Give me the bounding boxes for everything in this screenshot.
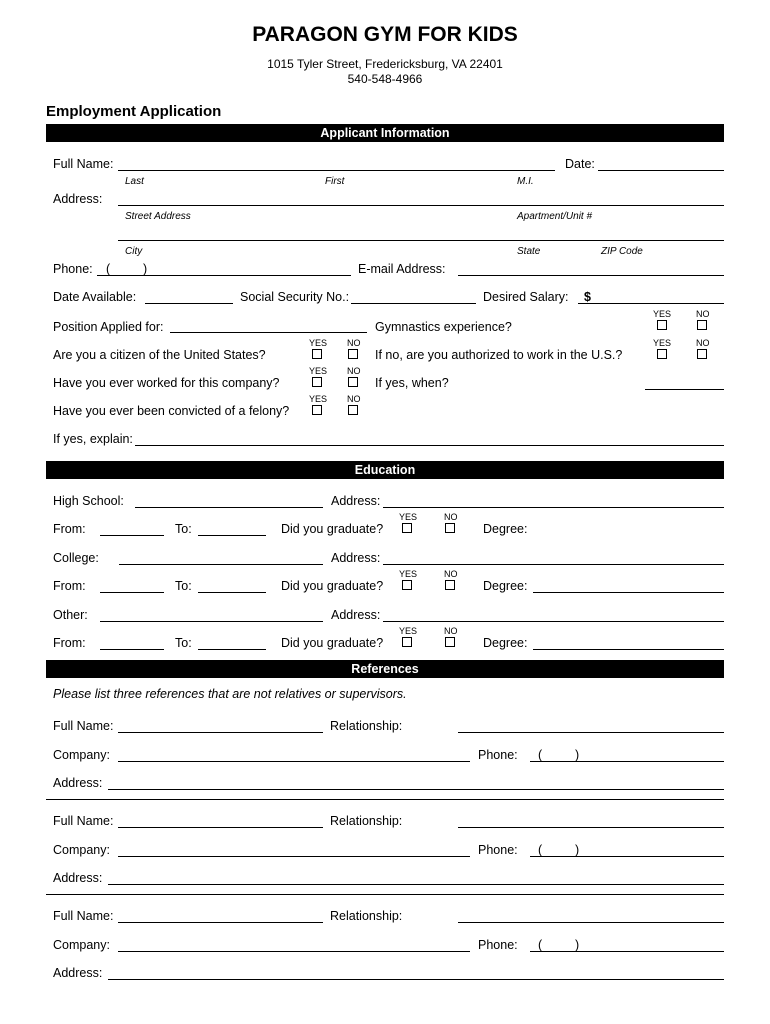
ref3-relationship-field[interactable] bbox=[458, 922, 724, 923]
auth-yes-label: YES bbox=[653, 338, 672, 348]
oth-degree-label: Degree: bbox=[483, 636, 528, 650]
ref2-relationship-field[interactable] bbox=[458, 827, 724, 828]
hs-no-label: NO bbox=[444, 512, 458, 522]
ref3-paren-open: ( bbox=[538, 938, 543, 952]
college-address-field[interactable] bbox=[383, 564, 724, 565]
worked-yes-label: YES bbox=[309, 366, 328, 376]
citizen-yes-label: YES bbox=[309, 338, 328, 348]
hs-yes-label: YES bbox=[399, 512, 418, 522]
oth-degree-field[interactable] bbox=[533, 649, 724, 650]
city-sublabel: City bbox=[125, 246, 143, 257]
oth-yes-label: YES bbox=[399, 626, 418, 636]
salary-field[interactable] bbox=[578, 303, 724, 304]
ref2-name-label: Full Name: bbox=[53, 814, 114, 828]
hs-graduate-yes-checkbox[interactable] bbox=[402, 523, 412, 533]
ref2-relationship-label: Relationship: bbox=[330, 814, 403, 828]
hs-graduate-no-checkbox[interactable] bbox=[445, 523, 455, 533]
date-available-field[interactable] bbox=[145, 303, 233, 304]
gymnastics-no-checkbox[interactable] bbox=[697, 320, 707, 330]
ref2-paren-open: ( bbox=[538, 843, 543, 857]
oth-to-field[interactable] bbox=[198, 649, 266, 650]
worked-label: Have you ever worked for this company? bbox=[53, 376, 280, 390]
other-address-label: Address: bbox=[331, 608, 381, 622]
hs-from-field[interactable] bbox=[100, 535, 164, 536]
ref1-paren-open: ( bbox=[538, 748, 543, 762]
col-to-label: To: bbox=[175, 579, 192, 593]
ref1-phone-label: Phone: bbox=[478, 748, 518, 762]
ssn-label: Social Security No.: bbox=[240, 290, 350, 304]
ref1-relationship-label: Relationship: bbox=[330, 719, 403, 733]
other-label: Other: bbox=[53, 608, 88, 622]
date-label: Date: bbox=[565, 157, 595, 171]
gym-yes-label: YES bbox=[653, 309, 672, 319]
ref1-company-field[interactable] bbox=[118, 761, 470, 762]
col-graduate-yes-checkbox[interactable] bbox=[402, 580, 412, 590]
ref2-address-label: Address: bbox=[53, 871, 103, 885]
position-label: Position Applied for: bbox=[53, 320, 164, 334]
citizen-no-label: NO bbox=[347, 338, 361, 348]
oth-graduate-yes-checkbox[interactable] bbox=[402, 637, 412, 647]
when-field[interactable] bbox=[645, 389, 724, 390]
col-to-field[interactable] bbox=[198, 592, 266, 593]
hs-from-label: From: bbox=[53, 522, 86, 536]
felony-yes-checkbox[interactable] bbox=[312, 405, 322, 415]
form-title: Employment Application bbox=[46, 103, 222, 120]
ref1-phone-field[interactable] bbox=[530, 761, 724, 762]
other-field[interactable] bbox=[100, 621, 323, 622]
ref3-phone-label: Phone: bbox=[478, 938, 518, 952]
col-no-label: NO bbox=[444, 569, 458, 579]
date-available-label: Date Available: bbox=[53, 290, 137, 304]
ref2-address-field[interactable] bbox=[108, 884, 724, 885]
oth-from-label: From: bbox=[53, 636, 86, 650]
felony-no-label: NO bbox=[347, 394, 361, 404]
worked-no-checkbox[interactable] bbox=[348, 377, 358, 387]
references-section-header: References bbox=[46, 660, 724, 678]
ref1-divider bbox=[46, 799, 724, 800]
worked-yes-checkbox[interactable] bbox=[312, 377, 322, 387]
oth-graduate-no-checkbox[interactable] bbox=[445, 637, 455, 647]
ref3-company-field[interactable] bbox=[118, 951, 470, 952]
ref1-relationship-field[interactable] bbox=[458, 732, 724, 733]
company-title: PARAGON GYM FOR KIDS bbox=[252, 23, 518, 46]
citizen-no-checkbox[interactable] bbox=[348, 349, 358, 359]
col-from-field[interactable] bbox=[100, 592, 164, 593]
col-from-label: From: bbox=[53, 579, 86, 593]
email-label: E-mail Address: bbox=[358, 262, 446, 276]
oth-no-label: NO bbox=[444, 626, 458, 636]
applicant-section-header: Applicant Information bbox=[46, 124, 724, 142]
col-degree-field[interactable] bbox=[533, 592, 724, 593]
ref3-relationship-label: Relationship: bbox=[330, 909, 403, 923]
oth-to-label: To: bbox=[175, 636, 192, 650]
last-sublabel: Last bbox=[125, 176, 144, 187]
street-address-field[interactable] bbox=[118, 205, 724, 206]
hs-to-field[interactable] bbox=[198, 535, 266, 536]
email-field[interactable] bbox=[458, 275, 724, 276]
references-instruction: Please list three references that are not relatives or supervisors. bbox=[53, 687, 407, 701]
high-school-address-field[interactable] bbox=[383, 507, 724, 508]
education-section-header: Education bbox=[46, 461, 724, 479]
phone-paren-open: ( bbox=[106, 262, 111, 276]
worked-no-label: NO bbox=[347, 366, 361, 376]
salary-label: Desired Salary: bbox=[483, 290, 569, 304]
state-sublabel: State bbox=[517, 246, 541, 257]
col-yes-label: YES bbox=[399, 569, 418, 579]
full-name-field[interactable] bbox=[118, 170, 555, 171]
explain-field[interactable] bbox=[135, 445, 724, 446]
oth-from-field[interactable] bbox=[100, 649, 164, 650]
phone-label: Phone: bbox=[53, 262, 93, 276]
ref3-address-label: Address: bbox=[53, 966, 103, 980]
zip-sublabel: ZIP Code bbox=[601, 246, 643, 257]
ref3-name-label: Full Name: bbox=[53, 909, 114, 923]
ref1-address-field[interactable] bbox=[108, 789, 724, 790]
ref3-name-field[interactable] bbox=[118, 922, 323, 923]
position-field[interactable] bbox=[170, 332, 367, 333]
gymnastics-label: Gymnastics experience? bbox=[375, 320, 512, 334]
first-sublabel: First bbox=[325, 176, 345, 187]
authorized-no-checkbox[interactable] bbox=[697, 349, 707, 359]
authorized-label: If no, are you authorized to work in the U.S.? bbox=[375, 348, 623, 362]
ref1-name-label: Full Name: bbox=[53, 719, 114, 733]
mi-sublabel: M.I. bbox=[517, 176, 534, 187]
ssn-field[interactable] bbox=[351, 303, 476, 304]
phone-field[interactable] bbox=[97, 275, 351, 276]
dollar-sign: $ bbox=[584, 290, 591, 304]
oth-graduate-label: Did you graduate? bbox=[281, 636, 384, 650]
ref1-paren-close: ) bbox=[575, 748, 580, 762]
hs-graduate-label: Did you graduate? bbox=[281, 522, 384, 536]
explain-label: If yes, explain: bbox=[53, 432, 133, 446]
company-phone: 540-548-4966 bbox=[347, 72, 423, 86]
address-label: Address: bbox=[53, 192, 103, 206]
ref1-name-field[interactable] bbox=[118, 732, 323, 733]
high-school-label: High School: bbox=[53, 494, 124, 508]
citizen-label: Are you a citizen of the United States? bbox=[53, 348, 266, 362]
city-state-zip-field[interactable] bbox=[118, 240, 724, 241]
college-field[interactable] bbox=[119, 564, 323, 565]
ref3-company-label: Company: bbox=[53, 938, 110, 952]
ref2-name-field[interactable] bbox=[118, 827, 323, 828]
ref3-phone-field[interactable] bbox=[530, 951, 724, 952]
felony-label: Have you ever been convicted of a felony? bbox=[53, 404, 290, 418]
ref2-company-field[interactable] bbox=[118, 856, 470, 857]
hs-degree-label: Degree: bbox=[483, 522, 528, 536]
high-school-address-label: Address: bbox=[331, 494, 381, 508]
ref2-phone-field[interactable] bbox=[530, 856, 724, 857]
ref1-address-label: Address: bbox=[53, 776, 103, 790]
col-graduate-label: Did you graduate? bbox=[281, 579, 384, 593]
authorized-yes-checkbox[interactable] bbox=[657, 349, 667, 359]
ref3-paren-close: ) bbox=[575, 938, 580, 952]
company-address: 1015 Tyler Street, Fredericksburg, VA 22401 bbox=[267, 57, 503, 71]
hs-to-label: To: bbox=[175, 522, 192, 536]
ref2-company-label: Company: bbox=[53, 843, 110, 857]
street-sublabel: Street Address bbox=[125, 211, 191, 222]
ref2-phone-label: Phone: bbox=[478, 843, 518, 857]
date-field[interactable] bbox=[598, 170, 724, 171]
col-graduate-no-checkbox[interactable] bbox=[445, 580, 455, 590]
when-label: If yes, when? bbox=[375, 376, 449, 390]
felony-yes-label: YES bbox=[309, 394, 328, 404]
ref1-company-label: Company: bbox=[53, 748, 110, 762]
auth-no-label: NO bbox=[696, 338, 710, 348]
ref3-address-field[interactable] bbox=[108, 979, 724, 980]
full-name-label: Full Name: bbox=[53, 157, 114, 171]
college-address-label: Address: bbox=[331, 551, 381, 565]
gymnastics-yes-checkbox[interactable] bbox=[657, 320, 667, 330]
phone-paren-close: ) bbox=[143, 262, 148, 276]
ref2-divider bbox=[46, 894, 724, 895]
col-degree-label: Degree: bbox=[483, 579, 528, 593]
felony-no-checkbox[interactable] bbox=[348, 405, 358, 415]
apt-sublabel: Apartment/Unit # bbox=[517, 211, 593, 222]
gym-no-label: NO bbox=[696, 309, 710, 319]
other-address-field[interactable] bbox=[383, 621, 724, 622]
ref2-paren-close: ) bbox=[575, 843, 580, 857]
high-school-field[interactable] bbox=[135, 507, 323, 508]
college-label: College: bbox=[53, 551, 99, 565]
citizen-yes-checkbox[interactable] bbox=[312, 349, 322, 359]
